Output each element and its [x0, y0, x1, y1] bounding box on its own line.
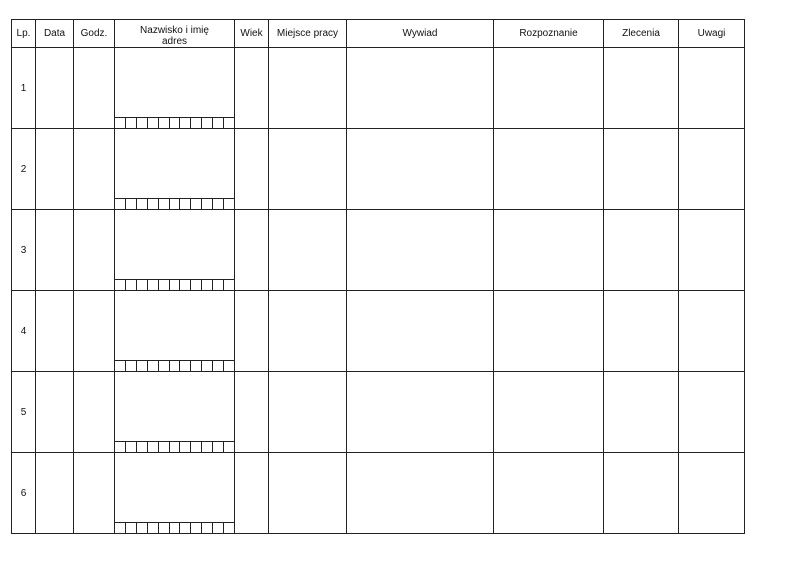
- name-cell[interactable]: [115, 129, 235, 210]
- row-number: 5: [12, 372, 36, 453]
- interview-cell[interactable]: [347, 48, 494, 129]
- id-digit-box[interactable]: [224, 361, 234, 371]
- workplace-cell[interactable]: [269, 372, 347, 453]
- notes-cell[interactable]: [679, 48, 745, 129]
- id-digit-box[interactable]: [159, 442, 170, 452]
- id-digit-box[interactable]: [148, 280, 159, 290]
- name-cell[interactable]: [115, 291, 235, 372]
- age-cell[interactable]: [235, 291, 269, 372]
- id-digit-box[interactable]: [115, 442, 126, 452]
- time-cell[interactable]: [74, 210, 115, 291]
- diagnosis-cell[interactable]: [494, 210, 604, 291]
- id-digit-box[interactable]: [126, 523, 137, 533]
- table-row: [12, 129, 745, 210]
- id-digit-box[interactable]: [159, 199, 170, 209]
- date-cell[interactable]: [36, 129, 74, 210]
- id-digit-box[interactable]: [115, 523, 126, 533]
- id-digit-box[interactable]: [213, 118, 224, 128]
- interview-cell[interactable]: [347, 291, 494, 372]
- orders-cell[interactable]: [604, 210, 679, 291]
- id-digit-box[interactable]: [148, 199, 159, 209]
- interview-cell[interactable]: [347, 453, 494, 534]
- date-cell[interactable]: [36, 453, 74, 534]
- id-digit-box[interactable]: [180, 118, 191, 128]
- row-number: 4: [12, 291, 36, 372]
- workplace-cell[interactable]: [269, 129, 347, 210]
- id-digit-box[interactable]: [224, 523, 234, 533]
- row-number: 6: [12, 453, 36, 534]
- id-digit-box[interactable]: [148, 361, 159, 371]
- id-digit-box[interactable]: [170, 442, 181, 452]
- id-digit-box[interactable]: [180, 199, 191, 209]
- diagnosis-cell[interactable]: [494, 291, 604, 372]
- header-diagnosis: Rozpoznanie: [494, 20, 604, 48]
- id-digit-box[interactable]: [159, 361, 170, 371]
- id-digit-box[interactable]: [191, 118, 202, 128]
- diagnosis-cell[interactable]: [494, 129, 604, 210]
- time-cell[interactable]: [74, 129, 115, 210]
- table-row: [12, 291, 745, 372]
- id-number-boxes: [115, 360, 234, 371]
- time-cell[interactable]: [74, 291, 115, 372]
- id-digit-box[interactable]: [213, 523, 224, 533]
- id-digit-box[interactable]: [170, 280, 181, 290]
- id-digit-box[interactable]: [137, 199, 148, 209]
- orders-cell[interactable]: [604, 291, 679, 372]
- id-digit-box[interactable]: [202, 118, 213, 128]
- date-cell[interactable]: [36, 372, 74, 453]
- id-digit-box[interactable]: [170, 523, 181, 533]
- notes-cell[interactable]: [679, 291, 745, 372]
- header-name-address: [115, 20, 235, 48]
- name-cell[interactable]: [115, 372, 235, 453]
- id-digit-box[interactable]: [180, 442, 191, 452]
- diagnosis-cell[interactable]: [494, 453, 604, 534]
- time-cell[interactable]: [74, 372, 115, 453]
- table-row: [12, 48, 745, 129]
- age-cell[interactable]: [235, 48, 269, 129]
- interview-cell[interactable]: [347, 210, 494, 291]
- header-lp: Lp.: [12, 20, 36, 48]
- notes-cell[interactable]: [679, 129, 745, 210]
- workplace-cell[interactable]: [269, 291, 347, 372]
- id-digit-box[interactable]: [148, 118, 159, 128]
- id-digit-box[interactable]: [159, 523, 170, 533]
- id-digit-box[interactable]: [115, 118, 126, 128]
- age-cell[interactable]: [235, 210, 269, 291]
- id-number-boxes: [115, 198, 234, 209]
- id-digit-box[interactable]: [180, 280, 191, 290]
- id-digit-box[interactable]: [224, 442, 234, 452]
- notes-cell[interactable]: [679, 210, 745, 291]
- id-digit-box[interactable]: [224, 280, 234, 290]
- id-digit-box[interactable]: [191, 280, 202, 290]
- time-cell[interactable]: [74, 453, 115, 534]
- notes-cell[interactable]: [679, 453, 745, 534]
- id-digit-box[interactable]: [213, 199, 224, 209]
- id-number-boxes: [115, 522, 234, 533]
- interview-cell[interactable]: [347, 372, 494, 453]
- orders-cell[interactable]: [604, 453, 679, 534]
- register-form: [11, 19, 744, 534]
- id-digit-box[interactable]: [137, 118, 148, 128]
- id-digit-box[interactable]: [170, 199, 181, 209]
- id-digit-box[interactable]: [191, 199, 202, 209]
- id-digit-box[interactable]: [115, 280, 126, 290]
- id-number-boxes: [115, 279, 234, 290]
- id-digit-box[interactable]: [180, 523, 191, 533]
- id-digit-box[interactable]: [170, 361, 181, 371]
- id-digit-box[interactable]: [213, 280, 224, 290]
- header-name: Nazwisko i imię: [140, 25, 209, 36]
- register-body: [12, 48, 745, 534]
- id-digit-box[interactable]: [213, 442, 224, 452]
- id-digit-box[interactable]: [202, 442, 213, 452]
- id-digit-box[interactable]: [115, 199, 126, 209]
- id-digit-box[interactable]: [180, 361, 191, 371]
- date-cell[interactable]: [36, 48, 74, 129]
- age-cell[interactable]: [235, 129, 269, 210]
- id-number-boxes: [115, 441, 234, 452]
- id-digit-box[interactable]: [191, 361, 202, 371]
- table-row: [12, 453, 745, 534]
- header-orders: Zlecenia: [604, 20, 679, 48]
- workplace-cell[interactable]: [269, 210, 347, 291]
- table-row: [12, 210, 745, 291]
- id-digit-box[interactable]: [137, 280, 148, 290]
- id-digit-box[interactable]: [126, 361, 137, 371]
- diagnosis-cell[interactable]: [494, 48, 604, 129]
- id-digit-box[interactable]: [126, 442, 137, 452]
- id-digit-box[interactable]: [202, 523, 213, 533]
- id-digit-box[interactable]: [126, 118, 137, 128]
- name-cell[interactable]: [115, 210, 235, 291]
- id-digit-box[interactable]: [159, 280, 170, 290]
- id-digit-box[interactable]: [202, 280, 213, 290]
- id-digit-box[interactable]: [224, 118, 234, 128]
- header-date: Data: [36, 20, 74, 48]
- id-digit-box[interactable]: [191, 442, 202, 452]
- header-row: [12, 20, 745, 48]
- id-digit-box[interactable]: [202, 361, 213, 371]
- table-row: [12, 372, 745, 453]
- time-cell[interactable]: [74, 48, 115, 129]
- age-cell[interactable]: [235, 372, 269, 453]
- id-digit-box[interactable]: [224, 199, 234, 209]
- row-number: 2: [12, 129, 36, 210]
- notes-cell[interactable]: [679, 372, 745, 453]
- header-interview: Wywiad: [347, 20, 494, 48]
- interview-cell[interactable]: [347, 129, 494, 210]
- name-cell[interactable]: [115, 453, 235, 534]
- id-digit-box[interactable]: [137, 442, 148, 452]
- orders-cell[interactable]: [604, 48, 679, 129]
- header-time: Godz.: [74, 20, 115, 48]
- id-digit-box[interactable]: [137, 361, 148, 371]
- id-digit-box[interactable]: [137, 523, 148, 533]
- age-cell[interactable]: [235, 453, 269, 534]
- header-notes: Uwagi: [679, 20, 745, 48]
- id-digit-box[interactable]: [148, 442, 159, 452]
- date-cell[interactable]: [36, 210, 74, 291]
- patient-register-table: [11, 19, 745, 534]
- header-workplace: Miejsce pracy: [269, 20, 347, 48]
- id-digit-box[interactable]: [126, 280, 137, 290]
- id-digit-box[interactable]: [202, 199, 213, 209]
- id-digit-box[interactable]: [159, 118, 170, 128]
- name-cell[interactable]: [115, 48, 235, 129]
- workplace-cell[interactable]: [269, 48, 347, 129]
- id-digit-box[interactable]: [148, 523, 159, 533]
- row-number: 3: [12, 210, 36, 291]
- workplace-cell[interactable]: [269, 453, 347, 534]
- row-number: 1: [12, 48, 36, 129]
- header-age: Wiek: [235, 20, 269, 48]
- id-number-boxes: [115, 117, 234, 128]
- diagnosis-cell[interactable]: [494, 372, 604, 453]
- id-digit-box[interactable]: [213, 361, 224, 371]
- id-digit-box[interactable]: [115, 361, 126, 371]
- header-address: adres: [161, 36, 187, 47]
- orders-cell[interactable]: [604, 372, 679, 453]
- id-digit-box[interactable]: [126, 199, 137, 209]
- date-cell[interactable]: [36, 291, 74, 372]
- id-digit-box[interactable]: [170, 118, 181, 128]
- id-digit-box[interactable]: [191, 523, 202, 533]
- orders-cell[interactable]: [604, 129, 679, 210]
